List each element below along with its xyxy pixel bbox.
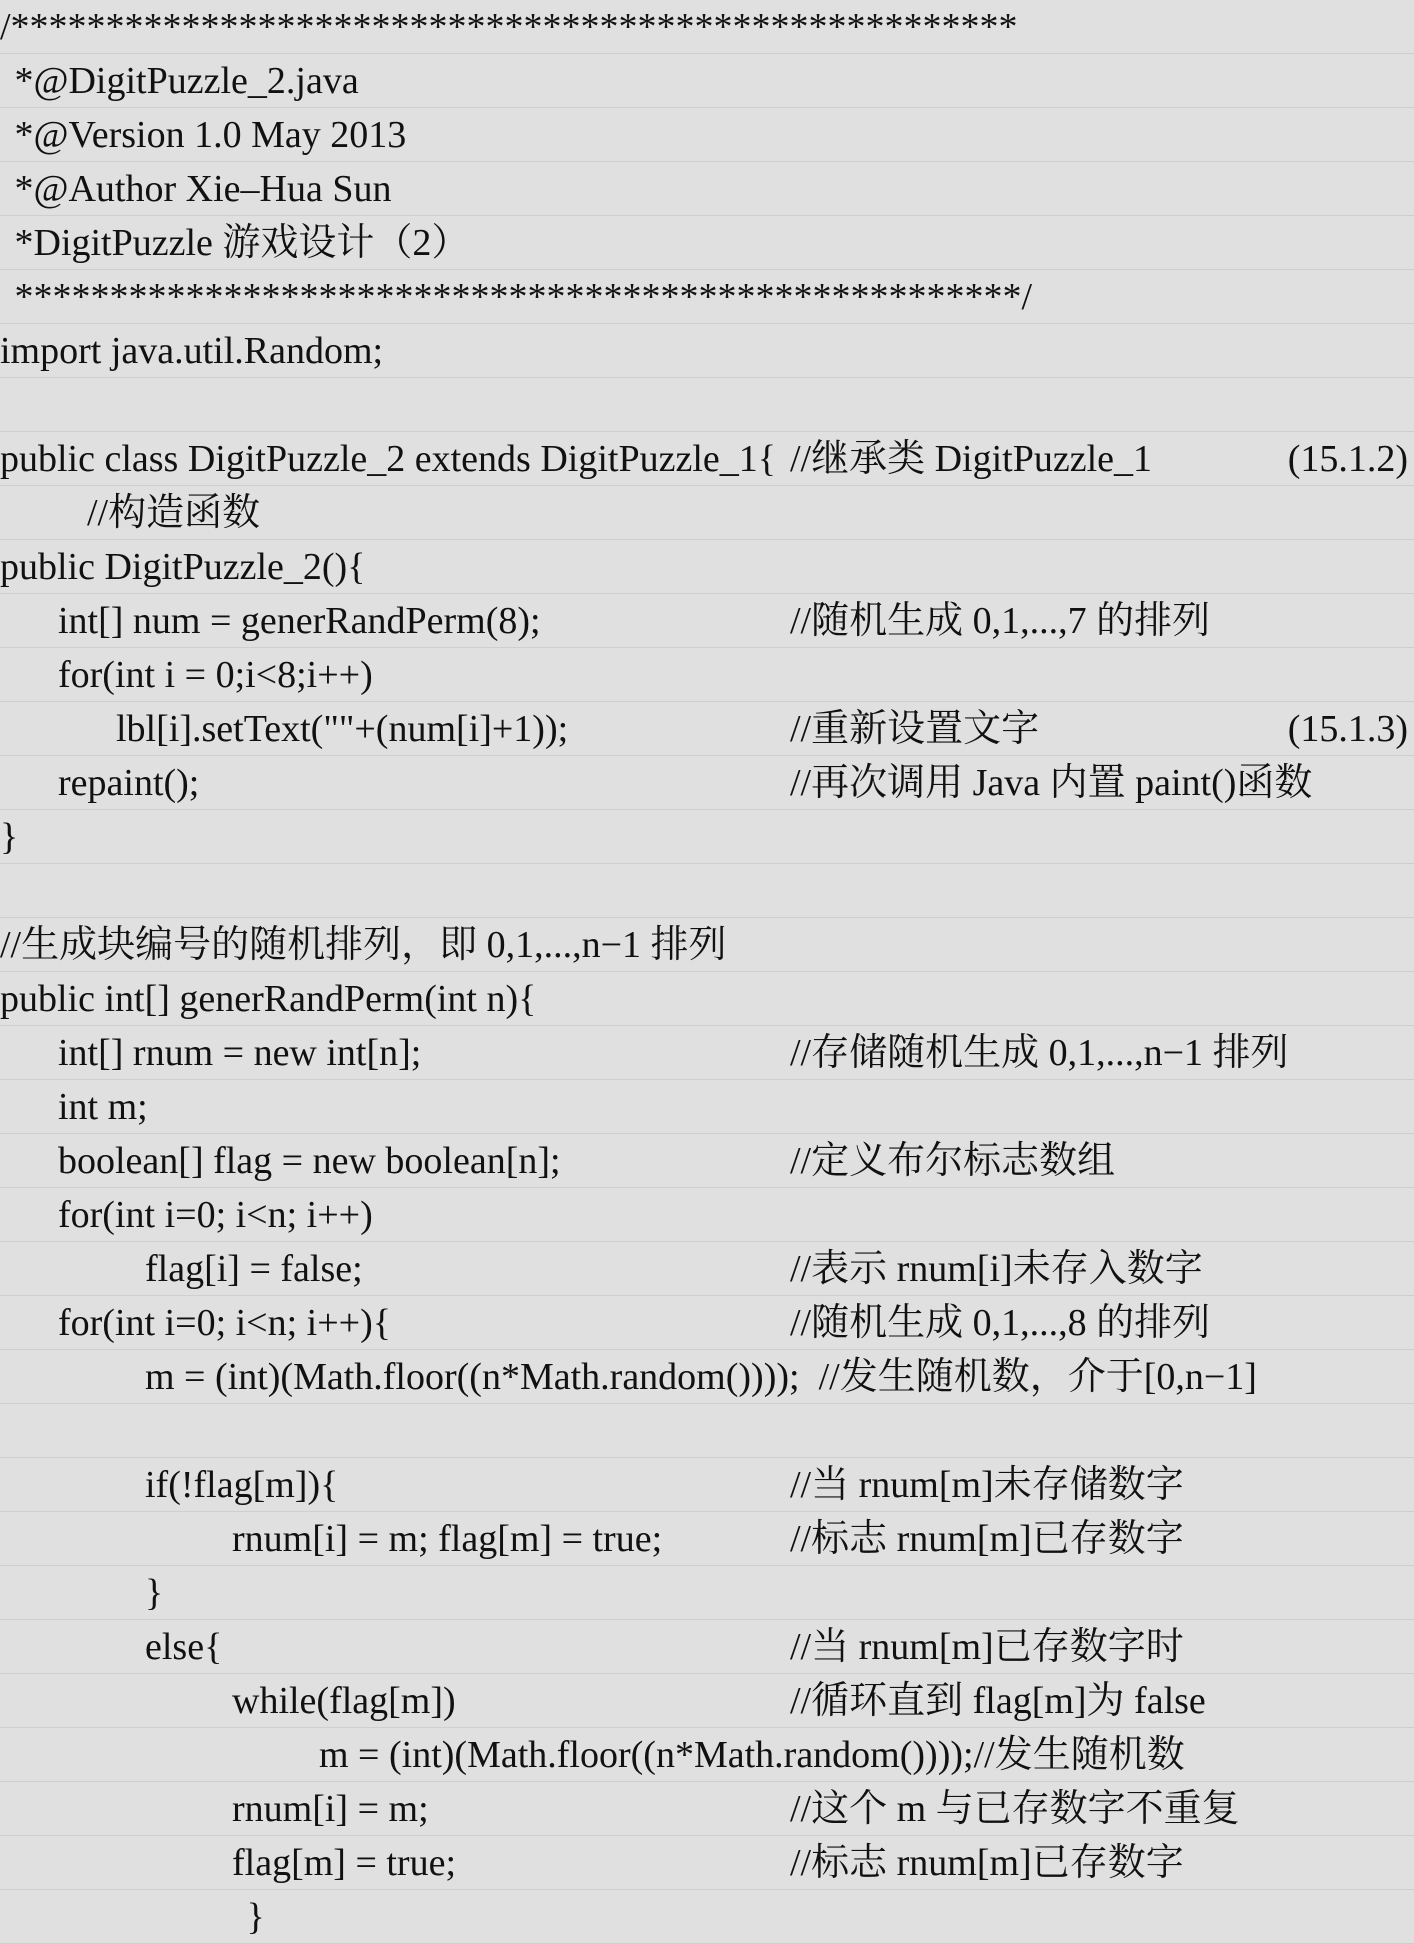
code-text: *@DigitPuzzle_2.java xyxy=(14,60,359,102)
code-comment: //标志 rnum[m]已存数字 xyxy=(790,1518,1184,1560)
code-line xyxy=(0,108,1414,162)
code-line xyxy=(0,216,1414,270)
code-line xyxy=(0,648,1414,702)
code-text: int m; xyxy=(58,1086,148,1128)
code-comment: //表示 rnum[i]未存入数字 xyxy=(790,1248,1203,1290)
code-comment: //当 rnum[m]未存储数字 xyxy=(790,1464,1184,1506)
code-line xyxy=(0,1566,1414,1620)
code-line xyxy=(0,1188,1414,1242)
code-line xyxy=(0,1458,1414,1512)
code-comment: //标志 rnum[m]已存数字 xyxy=(790,1842,1184,1884)
code-line xyxy=(0,1782,1414,1836)
code-line xyxy=(0,864,1414,918)
code-line xyxy=(0,1728,1414,1782)
code-line xyxy=(0,1242,1414,1296)
code-comment: //再次调用 Java 内置 paint()函数 xyxy=(790,762,1313,804)
equation-reference: (15.1.2) xyxy=(1287,438,1408,480)
code-line xyxy=(0,1836,1414,1890)
code-line xyxy=(0,918,1414,972)
code-line xyxy=(0,1890,1414,1944)
code-line xyxy=(0,324,1414,378)
code-comment: //循环直到 flag[m]为 false xyxy=(790,1680,1206,1722)
code-text: flag[m] = true; xyxy=(232,1842,457,1884)
code-line xyxy=(0,702,1414,756)
code-line xyxy=(0,432,1414,486)
code-line xyxy=(0,540,1414,594)
code-text: while(flag[m]) xyxy=(232,1680,456,1722)
code-line xyxy=(0,0,1414,54)
code-line xyxy=(0,378,1414,432)
code-line xyxy=(0,1026,1414,1080)
code-line xyxy=(0,270,1414,324)
code-line xyxy=(0,1350,1414,1404)
code-text: rnum[i] = m; flag[m] = true; xyxy=(232,1518,663,1560)
code-text: boolean[] flag = new boolean[n]; xyxy=(58,1140,561,1182)
code-text: /***************************************************** xyxy=(0,6,1018,48)
code-comment: //定义布尔标志数组 xyxy=(790,1140,1116,1182)
code-text: public DigitPuzzle_2(){ xyxy=(0,546,366,588)
code-line xyxy=(0,54,1414,108)
code-text: //构造函数 xyxy=(87,492,261,534)
code-line xyxy=(0,972,1414,1026)
code-line xyxy=(0,1512,1414,1566)
code-text: for(int i=0; i<n; i++){ xyxy=(58,1302,391,1344)
code-text: //生成块编号的随机排列，即 0,1,...,n−1 排列 xyxy=(0,924,727,966)
code-text: int[] rnum = new int[n]; xyxy=(58,1032,422,1074)
code-text: public int[] generRandPerm(int n){ xyxy=(0,978,537,1020)
code-comment: //继承类 DigitPuzzle_1 xyxy=(790,438,1153,480)
code-text: } xyxy=(0,816,19,858)
code-comment: //随机生成 0,1,...,7 的排列 xyxy=(790,600,1211,642)
code-text: if(!flag[m]){ xyxy=(145,1464,339,1506)
code-comment: //当 rnum[m]已存数字时 xyxy=(790,1626,1184,1668)
code-comment: //重新设置文字 xyxy=(790,708,1040,750)
code-line xyxy=(0,810,1414,864)
code-line xyxy=(0,1620,1414,1674)
equation-reference: (15.1.3) xyxy=(1287,708,1408,750)
code-text: *DigitPuzzle 游戏设计（2） xyxy=(14,222,470,264)
code-text: } xyxy=(246,1896,265,1938)
code-text: for(int i=0; i<n; i++) xyxy=(58,1194,373,1236)
code-text: } xyxy=(145,1572,164,1614)
code-line xyxy=(0,162,1414,216)
code-line xyxy=(0,1674,1414,1728)
code-comment: //存储随机生成 0,1,...,n−1 排列 xyxy=(790,1032,1289,1074)
code-line xyxy=(0,1134,1414,1188)
code-line xyxy=(0,486,1414,540)
code-text: m = (int)(Math.floor((n*Math.random()))); //发生随机数，介于[0,n−1] xyxy=(145,1356,1257,1398)
code-line xyxy=(0,1080,1414,1134)
code-text: import java.util.Random; xyxy=(0,330,384,372)
code-text: *@Author Xie‒Hua Sun xyxy=(14,168,392,210)
code-text: int[] num = generRandPerm(8); xyxy=(58,600,541,642)
code-text: lbl[i].setText(""+(num[i]+1)); xyxy=(116,708,569,750)
code-text: repaint(); xyxy=(58,762,200,804)
code-text: flag[i] = false; xyxy=(145,1248,363,1290)
code-text: *@Version 1.0 May 2013 xyxy=(14,114,407,156)
code-text: for(int i = 0;i<8;i++) xyxy=(58,654,373,696)
code-line xyxy=(0,1296,1414,1350)
code-line xyxy=(0,1404,1414,1458)
code-text: rnum[i] = m; xyxy=(232,1788,429,1830)
code-text: public class DigitPuzzle_2 extends DigitPuzzle_1{ xyxy=(0,438,776,480)
code-comment: //随机生成 0,1,...,8 的排列 xyxy=(790,1302,1211,1344)
code-text: m = (int)(Math.floor((n*Math.random())));//发生随机数 xyxy=(319,1734,1185,1776)
code-comment: //这个 m 与已存数字不重复 xyxy=(790,1788,1240,1830)
code-text: else{ xyxy=(145,1626,223,1668)
code-line xyxy=(0,756,1414,810)
code-line xyxy=(0,594,1414,648)
code-text: *****************************************************/ xyxy=(14,276,1033,318)
